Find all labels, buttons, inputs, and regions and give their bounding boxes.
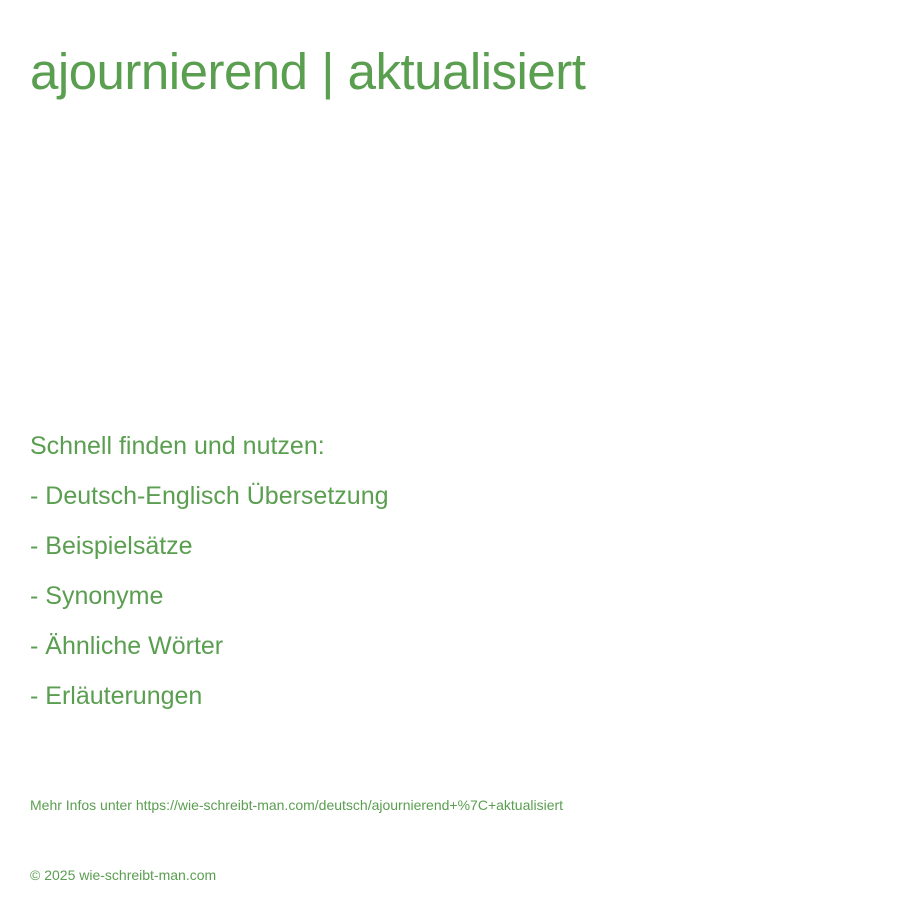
feature-heading: Schnell finden und nutzen: [30, 432, 325, 460]
feature-item-similar-words: - Ähnliche Wörter [30, 632, 224, 660]
feature-section [30, 421, 389, 721]
copyright-text: © 2025 wie-schreibt-man.com [30, 867, 217, 883]
feature-item-example-sentences: - Beispielsätze [30, 532, 193, 560]
feature-item-translation: - Deutsch-Englisch Übersetzung [30, 482, 389, 510]
feature-item-explanations: - Erläuterungen [30, 682, 203, 710]
feature-list [30, 471, 389, 721]
more-info-text: Mehr Infos unter https://wie-schreibt-man.com/deutsch/ajournierend+%7C+aktualisiert [30, 797, 564, 813]
page-title: ajournierend | aktualisiert [30, 43, 586, 100]
feature-item-synonyms: - Synonyme [30, 582, 164, 610]
